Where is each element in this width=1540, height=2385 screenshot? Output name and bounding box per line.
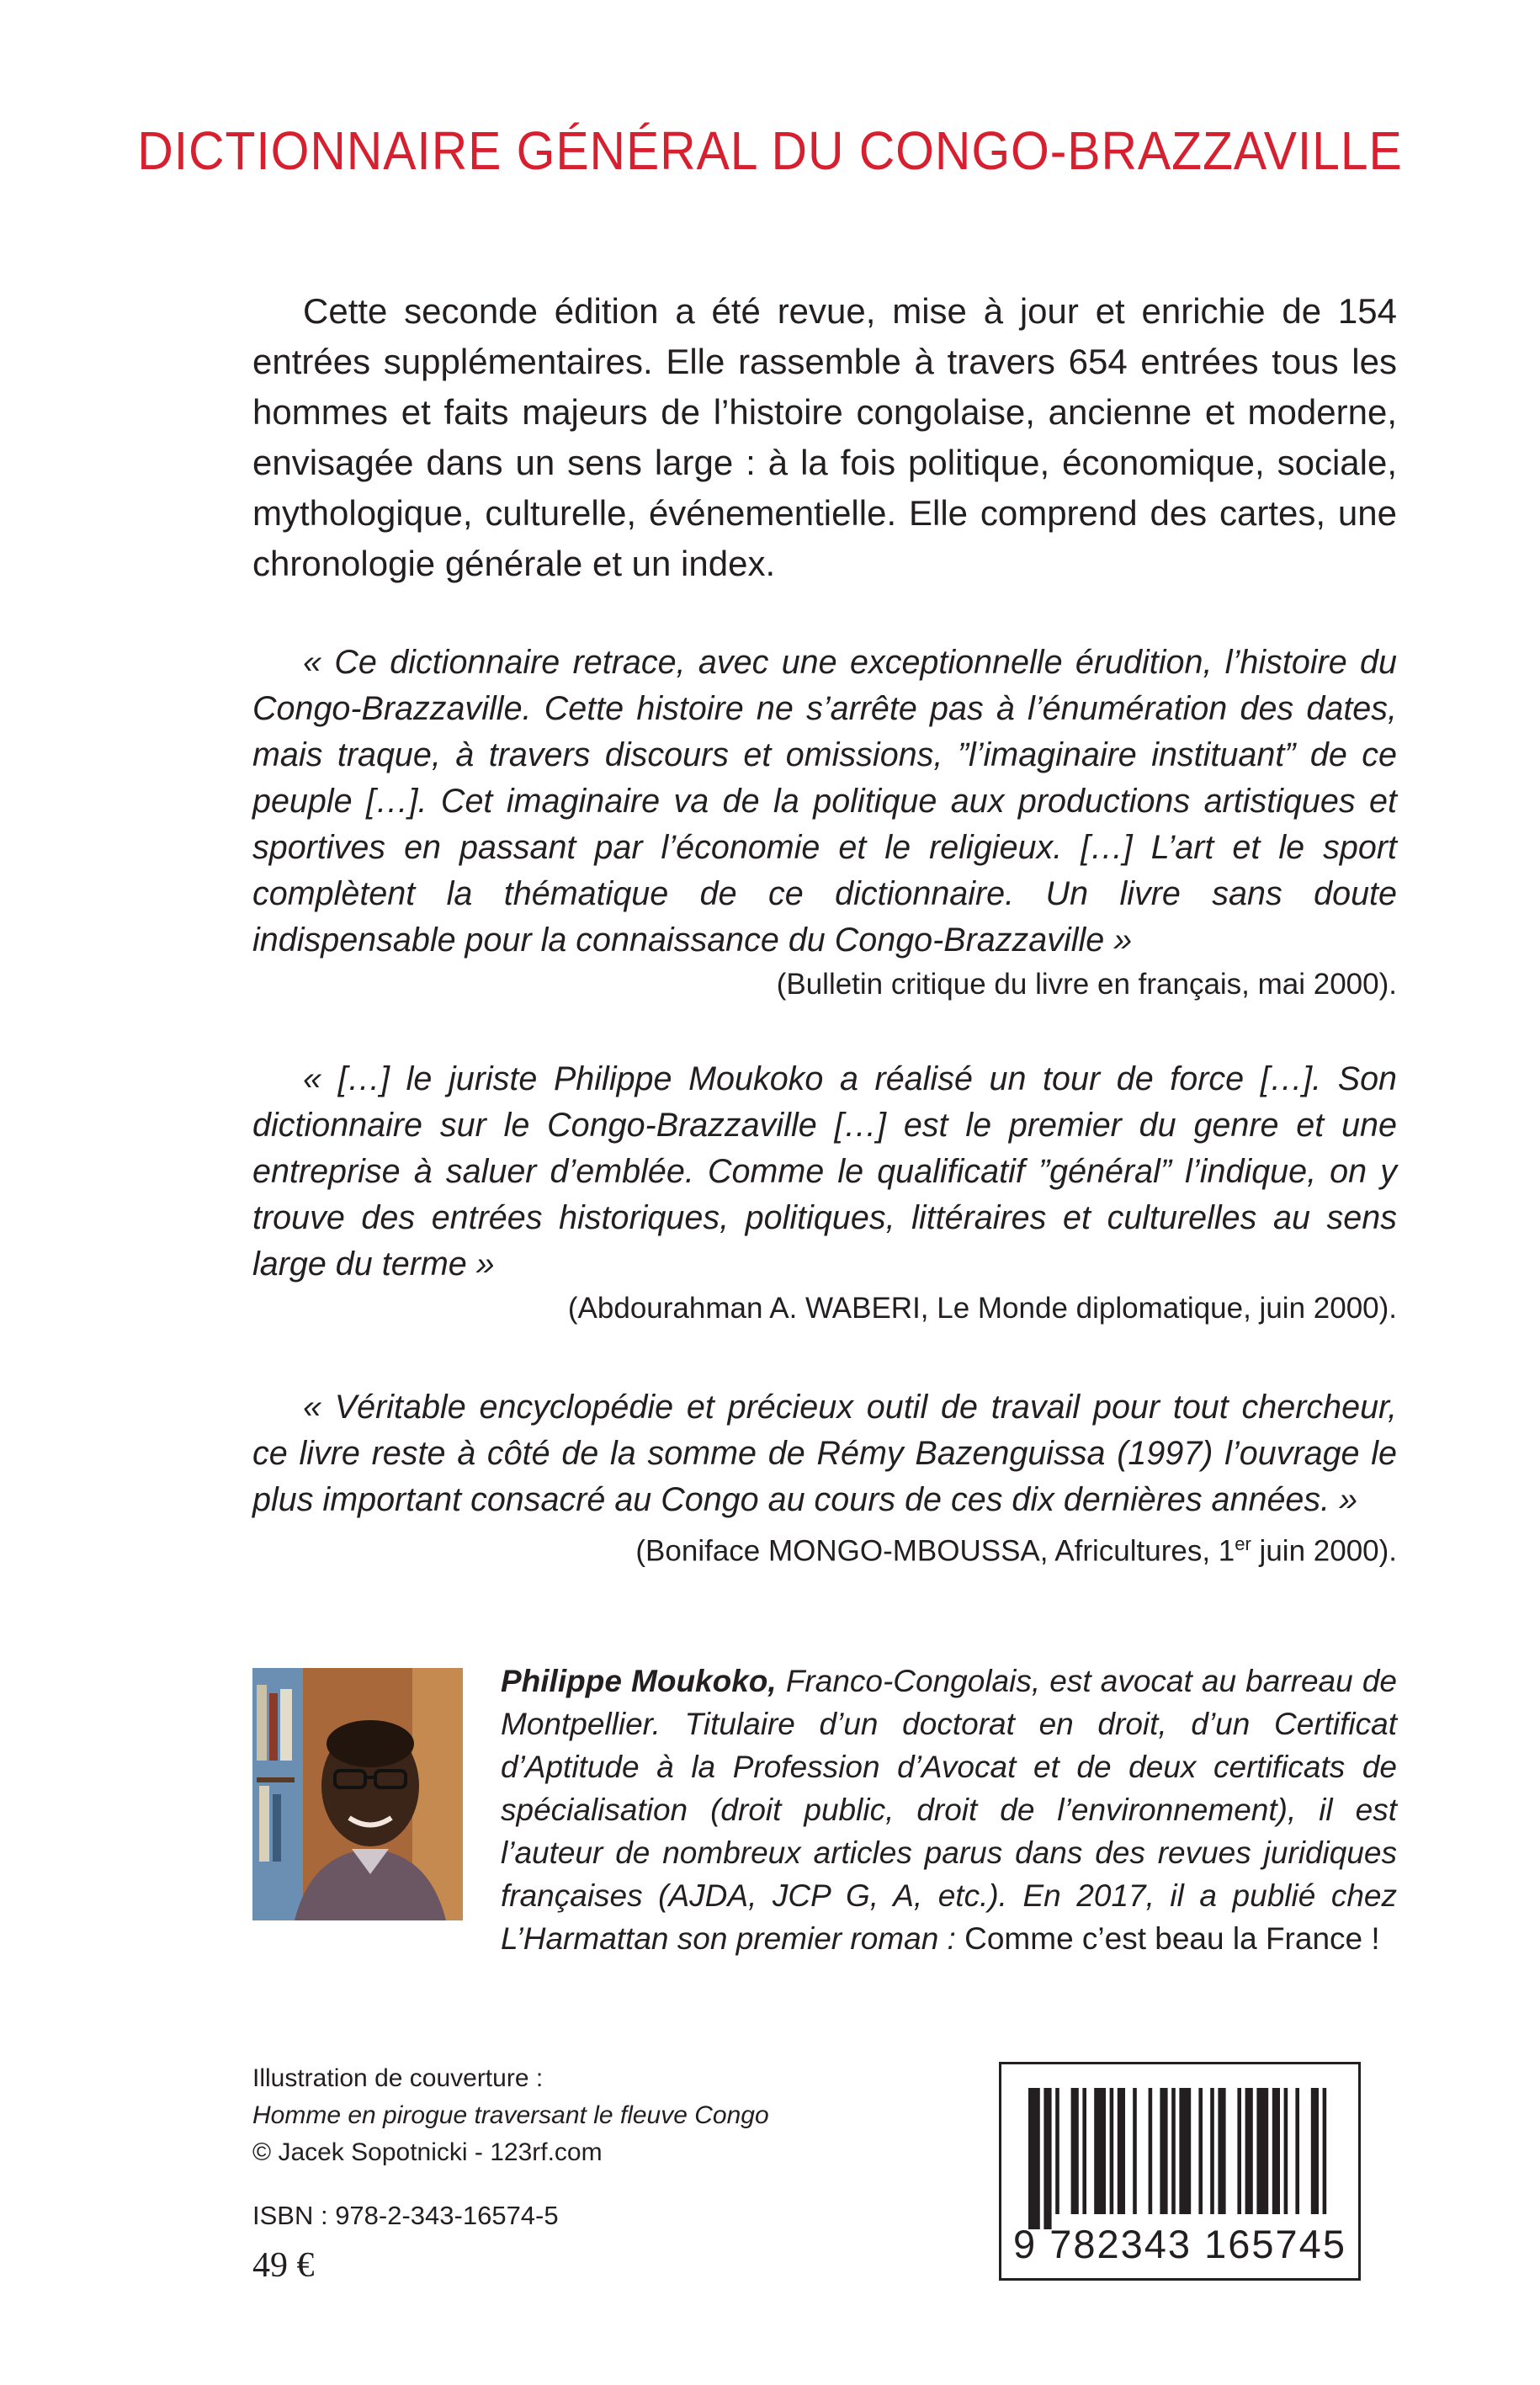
barcode-bar xyxy=(1149,2088,1153,2214)
barcode-bar xyxy=(1179,2088,1191,2214)
quote-source: (Bulletin critique du livre en français, mai 2000). xyxy=(776,968,1397,1001)
author-photo xyxy=(252,1668,463,1920)
barcode-bar xyxy=(1055,2088,1059,2214)
author-bio xyxy=(501,1660,1397,1960)
barcode-bar xyxy=(1245,2088,1253,2214)
barcode-bar xyxy=(1043,2088,1051,2229)
price: 49 € xyxy=(252,2246,315,2285)
barcode-bar xyxy=(1118,2088,1125,2214)
author-novel-title: Comme c’est beau la France ! xyxy=(964,1921,1380,1956)
intro-paragraph: Cette seconde édition a été revue, mise à jour et enrichie de 154 entrées supplémentaires. Elle rassemble à travers 654 entrées tous les hommes et faits majeurs de l’histoire congolaise, ancienne et moderne, envisagée dans un sens large : à la fois politique, économique, sociale, mythologique, culturelle, événementielle. Elle comprend des cartes, une chronologie générale et un index. xyxy=(252,291,1397,583)
barcode-bar xyxy=(1082,2088,1086,2214)
credits-label: Illustration de couverture : xyxy=(252,2064,544,2092)
barcode-bar xyxy=(1272,2088,1280,2214)
barcode-bar xyxy=(1133,2088,1137,2214)
barcode-bar xyxy=(1198,2088,1203,2214)
barcode-bar xyxy=(1071,2088,1079,2214)
credits-work: Homme en pirogue traversant le fleuve Congo xyxy=(252,2101,769,2129)
isbn: ISBN : 978-2-343-16574-5 xyxy=(252,2201,559,2230)
author-bio-text: Franco-Congolais, est avocat au barreau de Montpellier. Titulaire d’un doctorat en droit, d’un Certificat d’Aptitude à la Profession d’Avocat et de deux certificats de spécialisation (droit public, droit de l’environnement), il est l’auteur de nombreux articles parus dans des revues juridiques françaises (AJDA, JCP G, A, etc.). En 2017, il a publié chez L’Harmattan son premier roman : xyxy=(501,1664,1398,1956)
barcode-bar xyxy=(1094,2088,1106,2214)
quote-text: « Ce dictionnaire retrace, avec une exceptionnelle érudition, l’histoire du Congo-Brazzaville. Cette histoire ne s’arrête pas à l’énumération des dates, mais traque, à travers discours et omissions, ”l’imaginaire instituant” de ce peuple […]. Cet imaginaire va de la politique aux productions artistiques et sportives en passant par l’économie et le religieux. […] L’art et le sport complètent la thématique de ce dictionnaire. Un livre sans doute indispensable pour la connaissance du Congo-Brazzaville » xyxy=(252,644,1397,959)
book-title: DICTIONNAIRE GÉNÉRAL DU CONGO-BRAZZAVILLE xyxy=(137,120,1403,181)
quote-text: « […] le juriste Philippe Moukoko a réalisé un tour de force […]. Son dictionnaire sur le Congo-Brazzaville […] est le premier du genre et une entreprise à saluer d’emblée. Comme le qualificatif ”général” l’indique, on y trouve des entrées historiques, politiques, littéraires et culturelles au sens large du terme » xyxy=(252,1060,1397,1283)
cover-credits xyxy=(252,2060,769,2171)
barcode-bar xyxy=(1237,2088,1241,2214)
barcode-bar xyxy=(1284,2088,1288,2214)
barcode-bar xyxy=(1311,2088,1319,2214)
barcode-bar xyxy=(1218,2088,1225,2214)
barcode-bars xyxy=(1001,2064,1358,2233)
barcode xyxy=(999,2062,1361,2281)
barcode-bar xyxy=(1110,2088,1114,2214)
barcode-bar xyxy=(1160,2088,1167,2214)
barcode-number: 9 782343 165745 xyxy=(1013,2222,1346,2266)
quote-text: « Véritable encyclopédie et précieux outil de travail pour tout chercheur, ce livre reste à côté de la somme de Rémy Bazenguissa (1997) l’ouvrage le plus important consacré au Congo au cours de ces dix dernières années. » xyxy=(252,1389,1397,1518)
barcode-bar xyxy=(1256,2088,1268,2214)
barcode-bar xyxy=(1028,2088,1040,2229)
review-quote-1 xyxy=(252,640,1397,1006)
review-quote-2 xyxy=(252,1056,1397,1330)
barcode-bar xyxy=(1171,2088,1176,2214)
quote-source: (Boniface MONGO-MBOUSSA, Africultures, 1er juin 2000). xyxy=(635,1533,1397,1568)
credits-copyright: © Jacek Sopotnicki - 123rf.com xyxy=(252,2138,603,2166)
barcode-bar xyxy=(1295,2088,1299,2214)
author-name: Philippe Moukoko, xyxy=(501,1664,777,1698)
review-quote-3 xyxy=(252,1384,1397,1573)
barcode-bar xyxy=(1323,2088,1327,2214)
barcode-bar xyxy=(1210,2088,1214,2214)
quote-source: (Abdourahman A. WABERI, Le Monde diplomatique, juin 2000). xyxy=(567,1292,1397,1325)
